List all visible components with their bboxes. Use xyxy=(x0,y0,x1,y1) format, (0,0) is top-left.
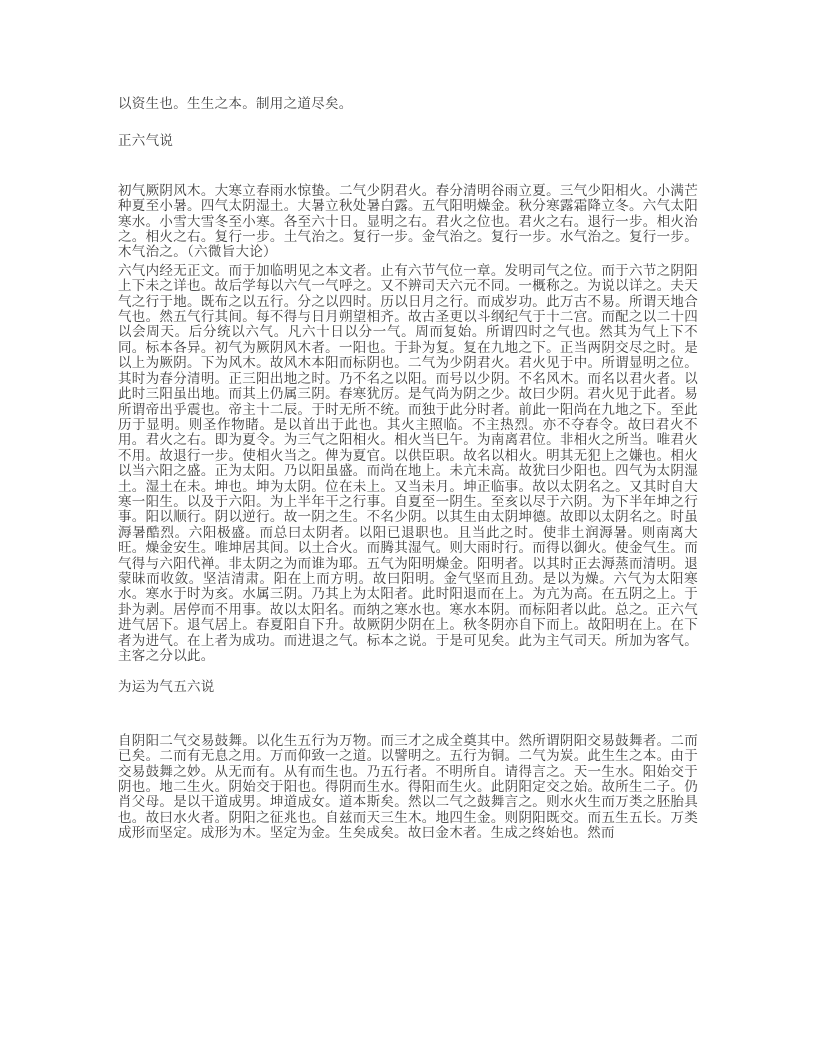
section-heading-zheng-liu-qi-shuo: 正六气说 xyxy=(118,133,174,149)
section-heading-wei-yun-wei-qi-wu-liu-shuo: 为运为气五六说 xyxy=(118,679,215,695)
section-1-paragraph-1: 初气厥阴风木。大寒立春雨水惊蛰。二气少阴君火。春分清明谷雨立夏。三气少阳相火。小满芒种夏至小暑。四气太阴湿土。大暑立秋处暑白露。五气阳明燥金。秋分寒露霜降立冬。六气太阳寒水。小雪大雪冬至小寒。各至六十日。显明之右。君火之位也。君火之右。退行一步。相火治之。相火之右。复行一步。土气治之。复行一步。金气治之。复行一步。水气治之。复行一步。木气治之。（六微旨大论） xyxy=(118,182,698,260)
intro-text: 以资生也。生生之本。制用之道尽矣。 xyxy=(118,96,353,111)
section-2-paragraph-1: 自阴阳二气交易鼓舞。以化生五行为万物。而三才之成全奠其中。然所谓阴阳交易鼓舞者。二而已矣。二而有无息之用。万而仰致一之道。以譬明之。五行为铜。二气为炭。此生生之本。由于交易鼓舞之妙。从无而有。从有而生也。乃五行者。不明所自。请得言之。天一生水。阳始交于阴也。地二生火。阴始交于阳也。得阴而生水。得阳而生火。此阴阳定交之始。故所生二子。仍肖父母。是以干道成男。坤道成女。道本斯矣。然以二气之鼓舞言之。则水火生而万类之胚胎具也。故曰水火者。阴阳之征兆也。自兹而天三生木。地四生金。则阴阳既交。而五生五长。万类成形而坚定。成形为木。坚定为金。生矣成矣。故曰金木者。生成之终始也。然而 xyxy=(118,732,698,841)
section-1-paragraph-2: 六气内经无正文。而于加临明见之本文者。止有六节气位一章。发明司气之位。而于六节之阴阳上下未之详也。故后学每以六气一气呼之。又不辨司天六元不同。一概称之。为说以详之。夫天气之行于地。既布之以五行。分之以四时。历以日月之行。而成岁功。此万古不易。所谓天地合气也。然五气行其间。每不得与日月朔望相齐。故古圣更以斗纲纪气于十二宫。而配之以二十四以会周天。后分统以六气。凡六十日以分一气。周而复始。所谓四时之气也。然其为气上下不同。标本各异。初气为厥阴风木者。一阳也。于卦为复。复在九地之下。正当两阴交尽之时。是以上为厥阴。下为风木。故风木本阳而标阴也。二气为少阴君火。君火见于中。所谓显明之位。其时为春分清明。正三阳出地之时。乃不名之以阳。而号以少阴。不名风木。而名以君火者。以此时三阳虽出地。而其上仍属三阴。春寒犹厉。是气尚为阴之少。故曰少阴。君火见于此者。易所谓帝出乎震也。帝主十二辰。于时无所不统。而独于此分时者。前此一阳尚在九地之下。至此历于显明。则圣作物睹。是以首出于此也。其火主照临。不主热烈。亦不夺春令。故曰君火不用。君火之右。即为夏令。为三气之阳相火。相火当巳午。为南离君位。非相火之所当。唯君火不用。故退行一步。使相火当之。俾为夏官。以供臣职。故名以相火。明其无犯上之嫌也。相火以当六阳之盛。正为太阳。乃以阳虽盛。而尚在地上。未亢未高。故犹曰少阳也。四气为太阴湿土。湿土在未。坤也。坤为太阴。位在未上。又当未月。坤正临事。故以太阴名之。又其时自大寒一阳生。以及于六阳。为上半年干之行事。自夏至一阴生。至亥以尽于六阴。为下半年坤之行事。阳以顺行。阴以逆行。故一阴之生。不名少阴。以其生由太阴坤德。故即以太阴名之。时虽溽暑酷烈。六阳极盛。而总曰太阴者。以阳已退职也。且当此之时。使非土润溽暑。则南离大旺。燥金安生。唯坤居其间。以土合火。而腾其湿气。则大雨时行。而得以御火。使金气生。而气得与六阳代禅。非太阴之为而谁为耶。五气为阳明燥金。阳明者。以其时正去溽蒸而清明。退蒙昧而收敛。坚洁清肃。阳在上而方明。故曰阳明。金气坚而且劲。是以为燥。六气为太阳寒水。寒水于时为亥。水属三阴。乃其上为太阳者。此时阳退而在上。为亢为高。在五阴之上。于卦为剥。居停而不用事。故以太阳名。而纳之寒水也。寒水本阴。而标阳者以此。总之。正六气进气居下。退气居上。春夏阳自下升。故厥阴少阴在上。秋冬阴亦自下而上。故阳明在上。在下者为进气。在上者为成功。而进退之气。标本之说。于是可见矣。此为主气司天。所加为客气。主客之分以此。 xyxy=(118,262,698,663)
